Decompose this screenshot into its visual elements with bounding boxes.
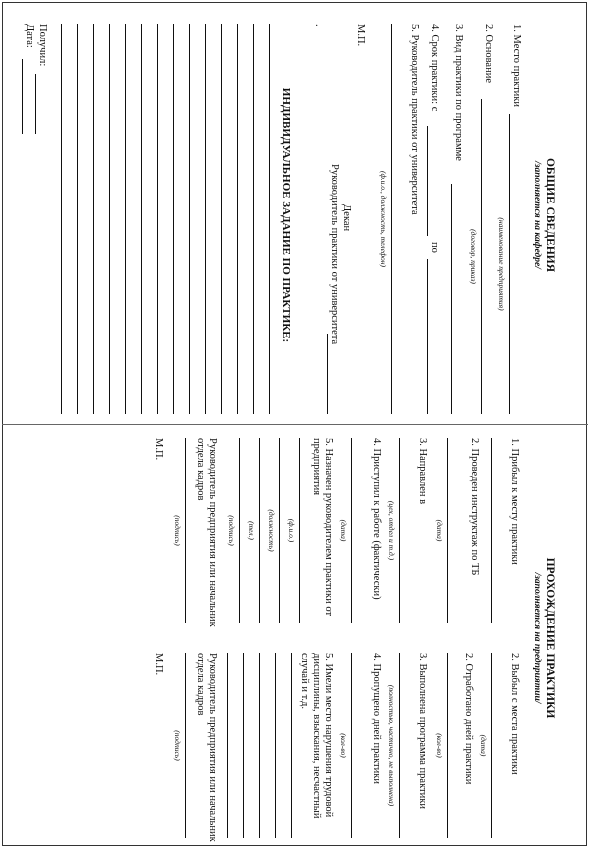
- company-leader-label: 5. Назначен руководителем практики от предприятия: [311, 438, 334, 617]
- departed-hint: (дата): [479, 734, 488, 757]
- item-place-line[interactable]: [509, 114, 510, 414]
- passage-panel: [2, 428, 562, 848]
- item-term-to-line[interactable]: [427, 259, 428, 414]
- item-place-label: 1. Место практики: [511, 24, 522, 108]
- item-term-to-label: по: [429, 242, 440, 253]
- task-line-13[interactable]: [77, 24, 78, 414]
- task-title: ИНДИВИДУАЛЬНОЕ ЗАДАНИЕ ПО ПРАКТИКЕ:: [280, 87, 292, 343]
- right-head-label: Руководитель предприятия или начальник отдела кадров: [195, 653, 218, 842]
- briefing-label: 2. Проведен инструктаж по ТБ: [469, 438, 480, 576]
- task-line-14[interactable]: [61, 24, 62, 414]
- date-label: Дата:: [24, 24, 35, 48]
- left-stamp-label: М.П.: [153, 438, 164, 461]
- sent-to-hint: (цех, отдел и т.д.): [387, 500, 396, 561]
- started-label: 4. Приступил к работе (фактически): [371, 438, 382, 600]
- missed-days-line[interactable]: [351, 653, 352, 838]
- company-leader-position-hint: (должность): [267, 509, 276, 552]
- worked-days-line[interactable]: [447, 653, 448, 838]
- violations-line-5[interactable]: [227, 653, 228, 838]
- program-done-hint: (полностью, частично, не выполнена): [387, 684, 396, 807]
- arrived-line[interactable]: [491, 438, 492, 623]
- general-subtitle: /заполняется на кафедре/: [532, 161, 542, 269]
- started-hint: (дата): [339, 519, 348, 542]
- received-label: Получил:: [37, 24, 48, 67]
- item-leader-label: 5. Руководитель практики от университета: [409, 24, 420, 215]
- program-done-label: 3. Выполнена программа практики: [417, 653, 428, 809]
- passage-title: ПРОХОЖДЕНИЕ ПРАКТИКИ: [544, 557, 556, 719]
- univ-leader-label: Руководитель практики от университета: [329, 164, 340, 345]
- general-info-panel: [2, 4, 562, 426]
- missed-days-hint: (кол-во): [339, 733, 348, 758]
- task-line-11[interactable]: [109, 24, 110, 414]
- item-basis-label: 2. Основание: [483, 24, 494, 83]
- received-line[interactable]: [35, 74, 36, 134]
- task-line-10[interactable]: [125, 24, 126, 414]
- task-line-8[interactable]: [157, 24, 158, 414]
- dean-label: Декан: [341, 204, 352, 232]
- task-line-1[interactable]: [269, 24, 270, 414]
- item-type-line[interactable]: [451, 184, 452, 414]
- company-leader-fio-hint: (ф.и.о.): [287, 518, 296, 543]
- worked-days-label: 2. Отработано дней практики: [463, 653, 474, 785]
- departed-label: 2. Выбыл с места практики: [509, 653, 520, 775]
- right-head-sign-line[interactable]: [185, 653, 186, 838]
- stamp-label: М.П.: [355, 24, 366, 47]
- task-line-6[interactable]: [189, 24, 190, 414]
- right-head-sign-hint: (подпись): [173, 730, 182, 761]
- right-stamp-label: М.П.: [153, 653, 164, 676]
- task-line-2[interactable]: [253, 24, 254, 414]
- program-done-line[interactable]: [399, 653, 400, 838]
- item-term-from-line[interactable]: [427, 126, 428, 236]
- date-line[interactable]: [22, 59, 23, 134]
- sent-to-line[interactable]: [399, 438, 400, 623]
- company-leader-phone-line[interactable]: [259, 438, 260, 623]
- arrived-label: 1. Прибыл к месту практики: [509, 438, 520, 565]
- item-place-hint: (наименование предприятия): [497, 217, 506, 311]
- company-leader-fio-line[interactable]: [299, 438, 300, 623]
- item-leader-hint: (ф.и.о., должность, телефон): [379, 170, 388, 268]
- item-leader-line[interactable]: [391, 24, 392, 414]
- passage-subtitle: /заполняется на предприятии/: [532, 572, 542, 704]
- company-leader-phone-hint: (тел.): [247, 521, 256, 540]
- left-head-sign-hint: (подпись): [173, 515, 182, 546]
- dot-mark: ·: [312, 24, 321, 27]
- task-line-3[interactable]: [237, 24, 238, 414]
- company-leader-sign-hint: (подпись): [227, 515, 236, 546]
- item-basis-line[interactable]: [481, 99, 482, 414]
- sent-to-label: 3. Направлен в: [417, 438, 428, 505]
- company-leader-position-line[interactable]: [279, 438, 280, 623]
- violations-label: 5. Имели место нарушения трудовой дисциплины, взыскания, несчастный случай и т.д.: [299, 653, 334, 819]
- item-term-label: 4. Срок практики: с: [429, 24, 440, 112]
- task-line-12[interactable]: [93, 24, 94, 414]
- task-line-9[interactable]: [141, 24, 142, 414]
- univ-leader-sign-line[interactable]: [327, 334, 328, 414]
- general-title: ОБЩИЕ СВЕДЕНИЯ: [544, 157, 556, 273]
- started-line[interactable]: [351, 438, 352, 623]
- departed-line[interactable]: [491, 653, 492, 838]
- left-head-label: Руководитель предприятия или начальник отдела кадров: [195, 438, 218, 627]
- briefing-hint: (дата): [435, 519, 444, 542]
- item-type-label: 3. Вид практики по программе: [453, 24, 464, 161]
- left-head-sign-line[interactable]: [185, 438, 186, 623]
- violations-line-2[interactable]: [275, 653, 276, 838]
- briefing-line[interactable]: [447, 438, 448, 623]
- violations-line-1[interactable]: [291, 653, 292, 838]
- missed-days-label: 4. Пропущено дней практики: [371, 653, 382, 784]
- violations-line-3[interactable]: [259, 653, 260, 838]
- company-leader-sign-line[interactable]: [239, 438, 240, 623]
- worked-days-hint: (кол-во): [435, 733, 444, 758]
- item-basis-hint: (договор, приказ): [469, 229, 478, 284]
- task-line-5[interactable]: [205, 24, 206, 414]
- task-line-7[interactable]: [173, 24, 174, 414]
- violations-line-4[interactable]: [243, 653, 244, 838]
- task-line-4[interactable]: [221, 24, 222, 414]
